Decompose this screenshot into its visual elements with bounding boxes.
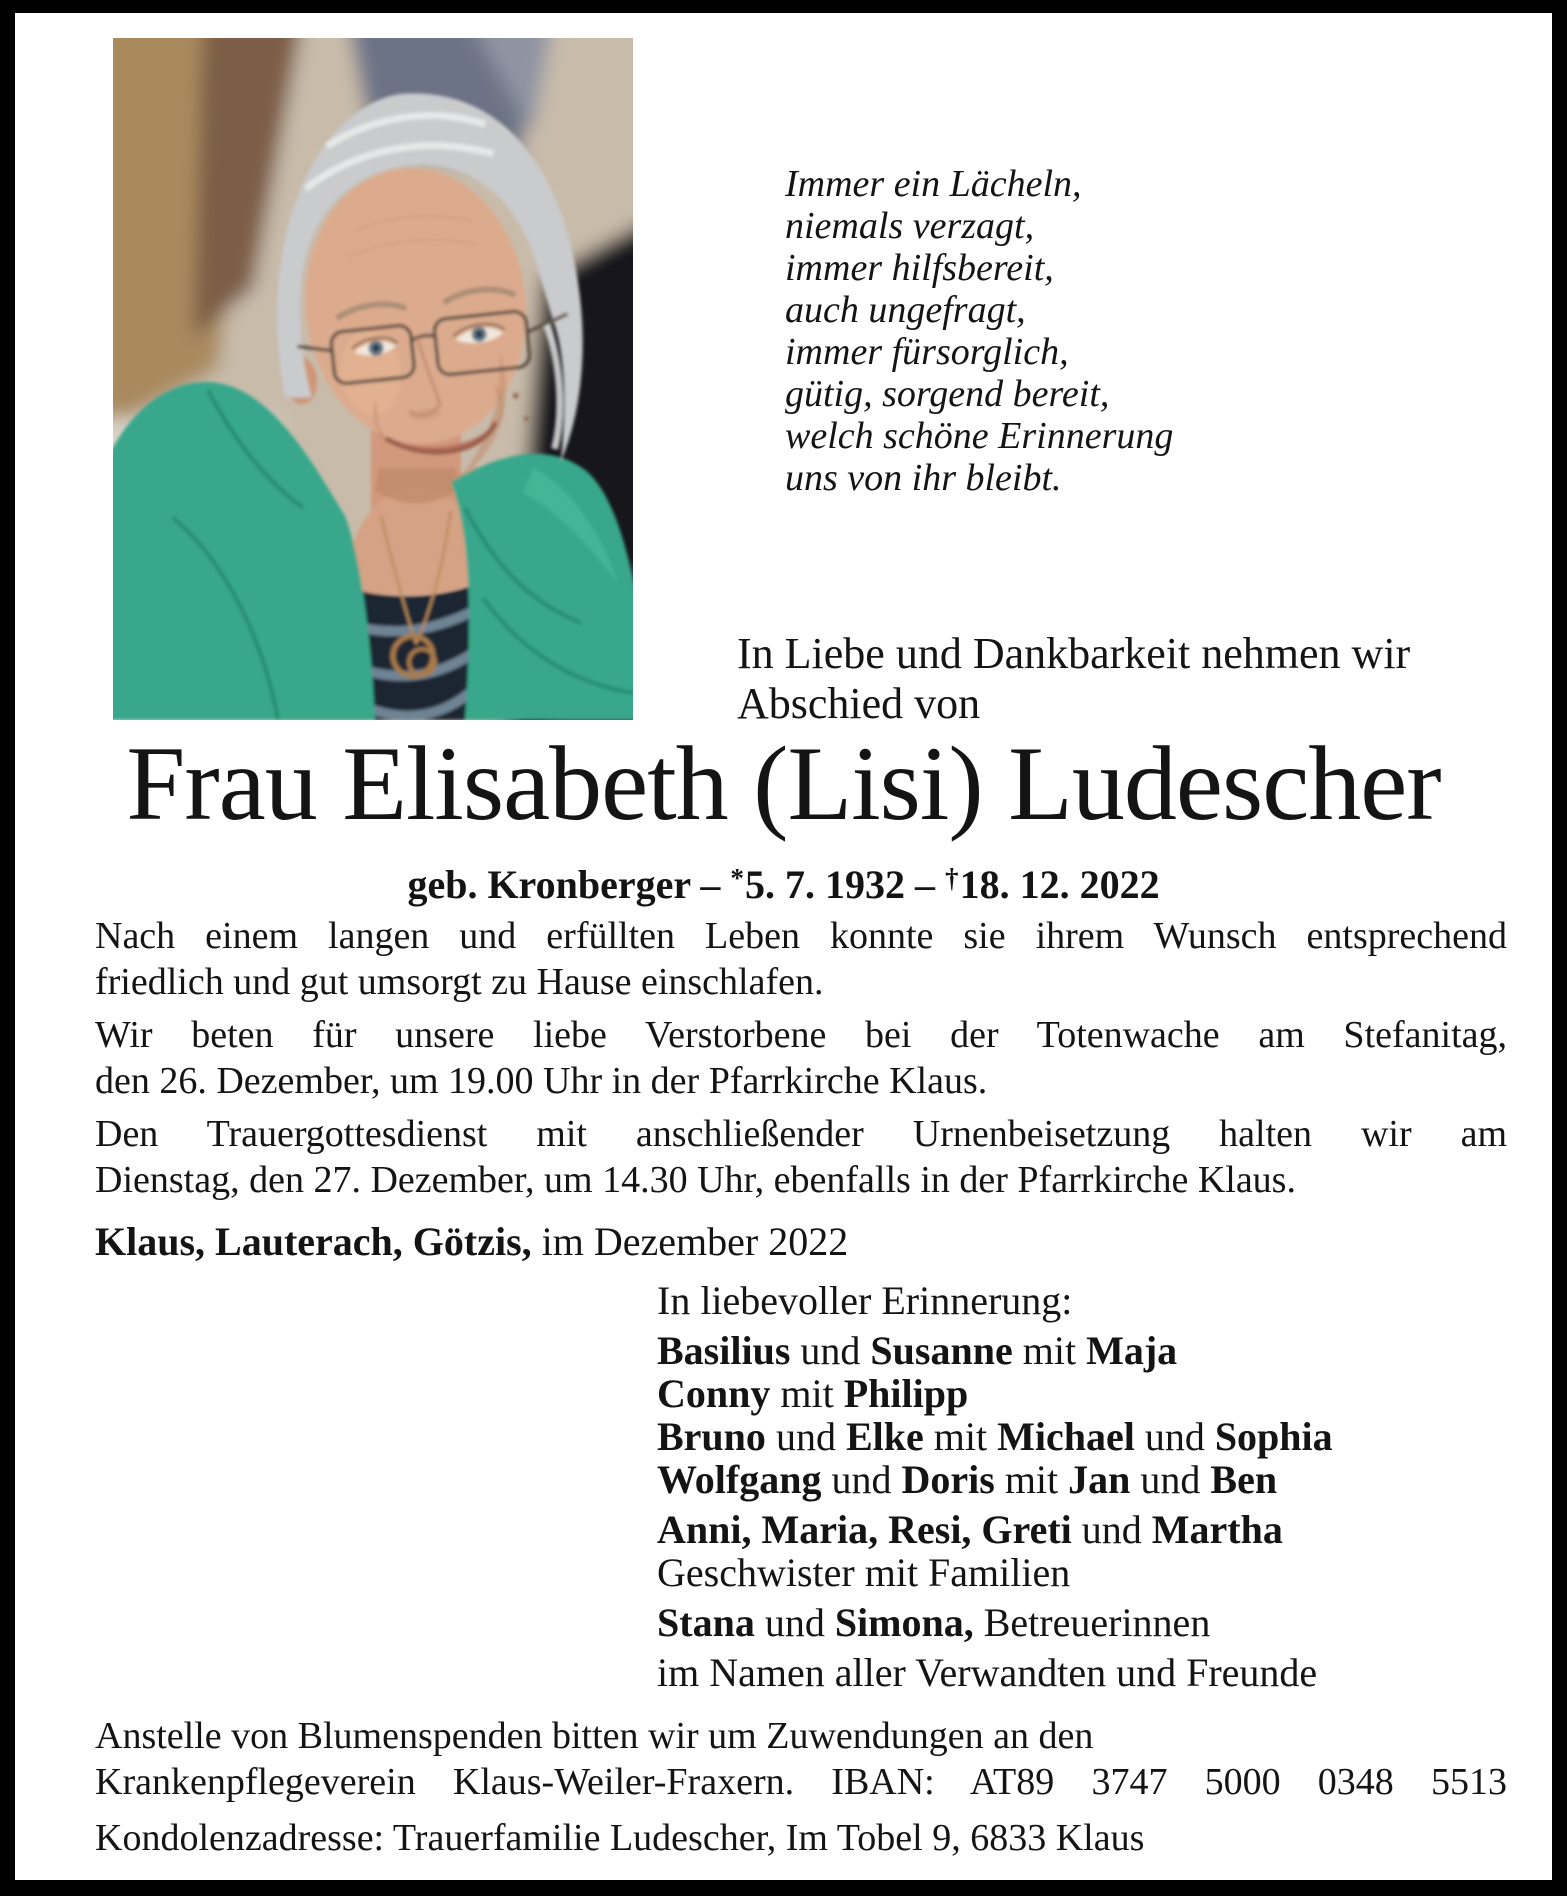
donation-line: Krankenpflegeverein Klaus-Weiler-Fraxern. IBAN: AT89 3747 5000 0348 5513 (95, 1761, 1507, 1803)
memorial-line: im Namen aller Verwandten und Freunde (657, 1650, 1318, 1695)
announcement-paragraphs (95, 913, 1507, 1203)
body-line: Wir beten für unsere liebe Verstorbene bei der Totenwache am Stefanitag, (95, 1014, 1507, 1056)
memorial-poem (785, 163, 1173, 499)
dateline (95, 1219, 1507, 1265)
deceased-name: Frau Elisabeth (Lisi) Ludescher (126, 725, 1441, 842)
death-date: 18. 12. 2022 (959, 862, 1160, 907)
birth-date: 5. 7. 1932 (744, 862, 905, 907)
poem-line: uns von ihr bleibt. (785, 457, 1062, 499)
death-symbol: † (944, 862, 959, 893)
dateline-places: Klaus, Lauterach, Götzis, (95, 1219, 532, 1264)
poem-line: welch schöne Erinnerung (785, 415, 1174, 457)
donation-line: Anstelle von Blumenspenden bitten wir um Zuwendungen an den (95, 1715, 1094, 1757)
condolence-address: Kondolenzadresse: Trauerfamilie Ludescher, Im Tobel 9, 6833 Klaus (95, 1817, 1145, 1859)
memorial-line: Wolfgang und Doris mit Jan und Ben (657, 1457, 1278, 1502)
memorial-section (657, 1279, 1333, 1701)
poem-line: immer fürsorglich, (785, 331, 1069, 373)
farewell-intro-line2: Abschied von (737, 679, 981, 728)
poem-line: auch ungefragt, (785, 289, 1026, 331)
dateline-date: im Dezember 2022 (541, 1219, 849, 1264)
farewell-intro (737, 629, 1410, 729)
memorial-line: Bruno und Elke mit Michael und Sophia (657, 1414, 1333, 1459)
announcement-paragraph (95, 1012, 1507, 1104)
memorial-block (657, 1508, 1333, 1594)
body-line: Dienstag, den 27. Dezember, um 14.30 Uhr, ebenfalls in der Pfarrkirche Klaus. (95, 1159, 1296, 1201)
poem-line: Immer ein Lächeln, (785, 163, 1082, 205)
dash: – (700, 862, 721, 907)
announcement-paragraph (95, 1111, 1507, 1203)
birth-death-line (15, 861, 1552, 908)
memorial-block (657, 1651, 1333, 1694)
body-line: friedlich und gut umsorgt zu Hause einschlafen. (95, 961, 824, 1003)
announcement-text (95, 913, 1507, 1265)
memorial-heading: In liebevoller Erinnerung: (657, 1278, 1073, 1323)
memorial-line: Anni, Maria, Resi, Greti und Martha (657, 1507, 1283, 1552)
portrait-illustration (113, 38, 633, 720)
memorial-block (657, 1329, 1333, 1501)
announcement-paragraph (95, 913, 1507, 1005)
memorial-line: Conny mit Philipp (657, 1371, 969, 1416)
obituary-card (15, 13, 1552, 1880)
memorial-line: Stana und Simona, Betreuerinnen (657, 1600, 1211, 1645)
memorial-list (657, 1329, 1333, 1694)
poem-line: niemals verzagt, (785, 205, 1035, 247)
portrait-photo (113, 38, 633, 720)
dash: – (914, 862, 935, 907)
memorial-line: Basilius und Susanne mit Maja (657, 1328, 1178, 1373)
birth-name: geb. Kronberger (407, 862, 691, 907)
memorial-block (657, 1601, 1333, 1644)
birth-symbol: * (730, 862, 744, 893)
poem-line: immer hilfsbereit, (785, 247, 1054, 289)
donation-note (95, 1713, 1507, 1805)
poem-line: gütig, sorgend bereit, (785, 373, 1110, 415)
farewell-intro-line1: In Liebe und Dankbarkeit nehmen wir (737, 629, 1411, 678)
body-line: Nach einem langen und erfüllten Leben konnte sie ihrem Wunsch entsprechend (95, 915, 1507, 957)
body-line: den 26. Dezember, um 19.00 Uhr in der Pfarrkirche Klaus. (95, 1060, 988, 1102)
body-line: Den Trauergottesdienst mit anschließender Urnenbeisetzung halten wir am (95, 1113, 1507, 1155)
memorial-line: Geschwister mit Familien (657, 1550, 1071, 1595)
